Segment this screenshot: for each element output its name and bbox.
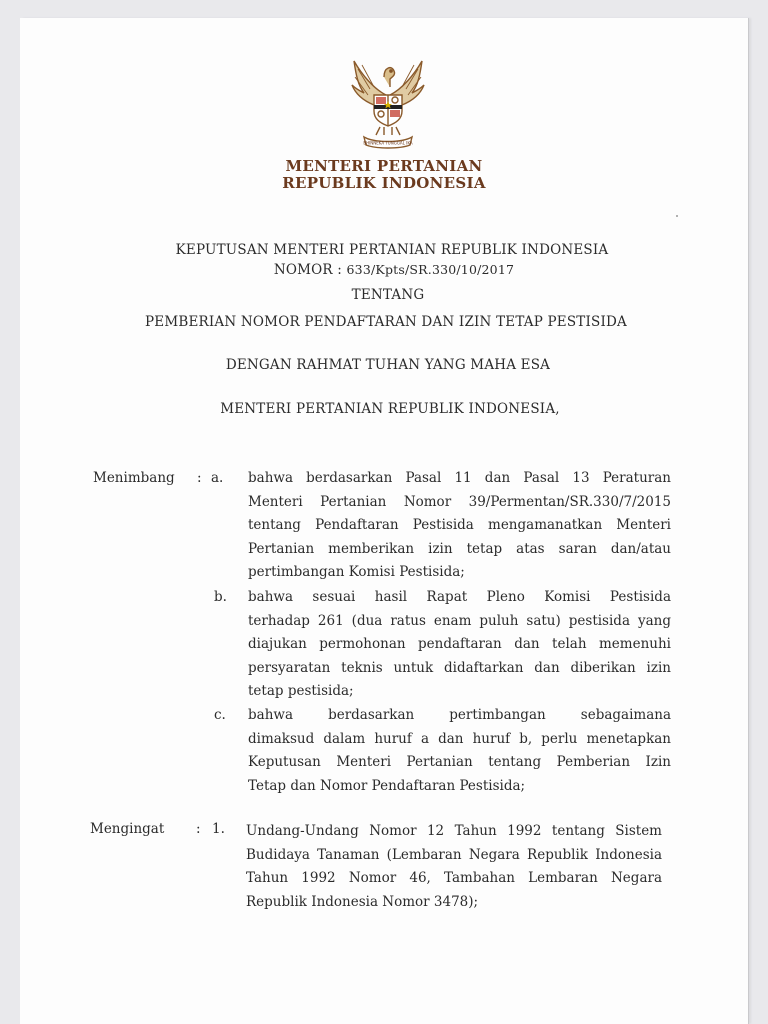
text-line: bahwa berdasarkan Pasal 11 dan Pasal 13 Peraturan [248,470,671,486]
text-line: Menteri Pertanian Nomor 39/Permentan/SR.330/7/2015 [248,493,671,510]
text-line: Undang-Undang Nomor 12 Tahun 1992 tentang Sistem [246,823,662,839]
text-line: diajukan permohonan pendaftaran dan telah memenuhi [248,636,671,653]
decree-subject: PEMBERIAN NOMOR PENDAFTARAN DAN IZIN TETAP PESTISIDA [145,314,627,330]
text-line: Tetap dan Nomor Pendaftaran Pestisida; [248,777,526,794]
scan-speck [676,215,678,217]
menimbang-c-mark: c. [214,707,226,723]
nomor-label: NOMOR : [273,262,343,278]
text-line: terhadap 261 (dua ratus enam puluh satu) pestisida yang [248,612,671,629]
menimbang-colon: : [197,470,202,486]
text-line: tetap pestisida; [248,683,354,700]
mengingat-label: Mengingat [90,821,165,837]
text-line: Republik Indonesia Nomor 3478); [246,893,479,910]
tentang-heading: TENTANG [351,287,425,303]
text-line: tentang Pendaftaran Pestisida mengamanatkan Menteri [248,517,671,534]
menimbang-a-text [248,467,671,585]
text-line: Keputusan Menteri Pertanian tentang Pemberian Izin [248,754,671,771]
letterhead-line1: MENTERI PERTANIAN [285,157,483,175]
text-line: bahwa berdasarkan pertimbangan sebagaimana [248,707,671,723]
issuer-line: MENTERI PERTANIAN REPUBLIK INDONESIA, [220,401,560,417]
mengingat-colon: : [196,821,201,837]
decree-title: KEPUTUSAN MENTERI PERTANIAN REPUBLIK INDONESIA [175,242,609,258]
menimbang-a-mark: a. [211,470,224,486]
text-line: Tahun 1992 Nomor 46, Tambahan Lembaran Negara [246,870,662,887]
svg-text:BHINNEKA TUNGGAL IKA: BHINNEKA TUNGGAL IKA [363,140,413,146]
garuda-pancasila-emblem-icon [340,55,436,151]
text-line: pertimbangan Komisi Pestisida; [248,564,465,581]
menimbang-b-mark: b. [214,589,227,605]
mengingat-1-mark: 1. [212,821,225,837]
menimbang-b-text [248,586,671,704]
text-line: Pertanian memberikan izin tetap atas saran dan/atau [248,540,671,557]
menimbang-c-text [248,704,671,798]
letterhead-line2: REPUBLIK INDONESIA [282,174,486,192]
text-line: bahwa sesuai hasil Rapat Pleno Komisi Pestisida [248,589,671,605]
nomor-value: 633/Kpts/SR.330/10/2017 [346,262,515,277]
decree-number [10,262,768,278]
invocation: DENGAN RAHMAT TUHAN YANG MAHA ESA [225,357,551,373]
text-line: dimaksud dalam huruf a dan huruf b, perlu menetapkan [248,730,671,747]
text-line: persyaratan teknis untuk didaftarkan dan diberikan izin [248,659,671,676]
mengingat-1-text [246,820,662,914]
menimbang-label: Menimbang [93,470,175,486]
text-line: Budidaya Tanaman (Lembaran Negara Republik Indonesia [246,846,662,863]
